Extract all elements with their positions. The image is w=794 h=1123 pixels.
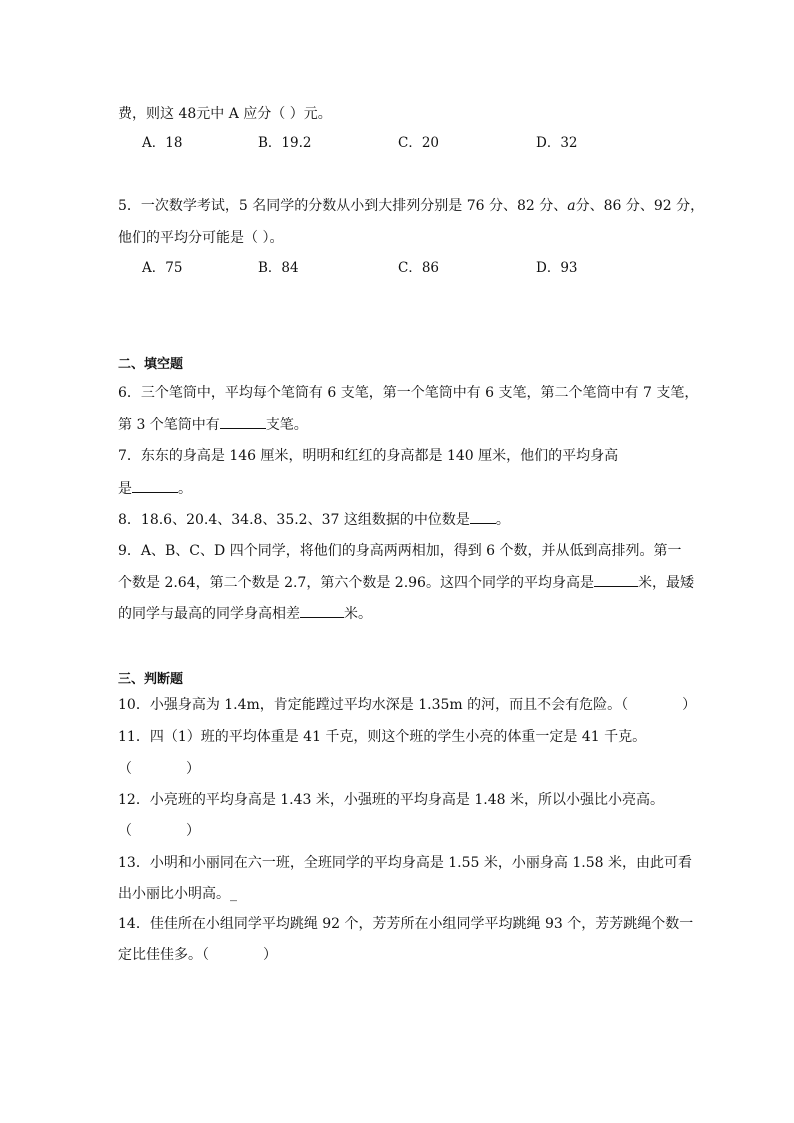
q11-paren-open: （ xyxy=(118,761,132,777)
q13-line2: 出小丽比小明高。_ xyxy=(118,886,237,902)
q11-paren-line xyxy=(118,759,200,779)
q7-answer-blank[interactable] xyxy=(132,478,178,493)
section-fill-in-title: 二、填空题 xyxy=(118,357,184,372)
q5-option-b[interactable]: B．84 xyxy=(258,260,299,276)
q10-paren-close: ） xyxy=(682,697,697,713)
q4-option-c[interactable]: C．20 xyxy=(398,135,440,151)
q7-line1: 7．东东的身高是 146 厘米，明明和红红的身高都是 140 厘米，他们的平均身高 xyxy=(118,448,619,464)
q9-line2-a: 个数是 2.64，第二个数是 2.7，第六个数是 2.96。这四个同学的平均身高是 xyxy=(118,575,594,591)
q12-paren-close: ） xyxy=(186,823,200,839)
q5-option-c[interactable]: C．86 xyxy=(398,260,440,276)
q7-line2-b: 。 xyxy=(178,481,192,497)
q9-line2 xyxy=(118,572,694,593)
q11-line: 11．四（1）班的平均体重是 41 千克，则这个班的学生小亮的体重一定是 41 千克。 xyxy=(118,729,647,745)
q14-line1: 14．佳佳所在小组同学平均跳绳 92 个，芳芳所在小组同学平均跳绳 93 个，芳芳跳绳个数一 xyxy=(118,916,694,932)
q9-answer-blank-1[interactable] xyxy=(594,572,638,587)
q12-paren-line xyxy=(118,821,200,841)
q12-line: 12．小亮班的平均身高是 1.43 米，小强班的平均身高是 1.48 米，所以小强比小亮高。 xyxy=(118,792,664,808)
q10-line xyxy=(118,695,696,715)
q5-option-a[interactable]: A．75 xyxy=(142,260,183,276)
q12-paren-open: （ xyxy=(118,823,132,839)
q8-line-b: 。 xyxy=(495,512,510,528)
q11-paren-close: ） xyxy=(186,761,200,777)
q9-line3 xyxy=(118,603,372,624)
q13-line1: 13．小明和小丽同在六一班，全班同学的平均身高是 1.55 米，小丽身高 1.58 米，由此可看 xyxy=(118,855,692,871)
q9-line3-a: 的同学与最高的同学身高相差 xyxy=(118,606,300,622)
q14-line2 xyxy=(118,945,277,965)
q8-line-a: 8．18.6、20.4、34.8、35.2、37 这组数据的中位数是 xyxy=(118,512,470,528)
q14-paren-close: ） xyxy=(263,947,277,963)
q9-line1: 9．A、B、C、D 四个同学，将他们的身高两两相加，得到 6 个数，并从低到高排列。第一 xyxy=(118,543,682,559)
q6-line2-b: 支笔。 xyxy=(265,417,308,433)
q6-line2 xyxy=(118,414,308,435)
q9-line3-b: 米。 xyxy=(344,606,372,622)
q8-answer-blank[interactable] xyxy=(470,509,496,524)
q10-text: 10．小强身高为 1.4m，肯定能蹚过平均水深是 1.35m 的河，而且不会有危险。（ xyxy=(118,697,629,713)
q8-line xyxy=(118,509,510,530)
q5-line2: 他们的平均分可能是（ ）。 xyxy=(118,230,284,246)
q6-line1: 6．三个笔筒中，平均每个笔筒有 6 支笔，第一个笔筒中有 6 支笔，第二个笔筒中有 7 支笔， xyxy=(118,385,699,401)
q7-line2 xyxy=(118,478,192,499)
q5-variable: a xyxy=(567,198,576,214)
section-judgement-title: 三、判断题 xyxy=(118,672,184,687)
q4-option-a[interactable]: A．18 xyxy=(142,135,183,151)
q5-line1-a: 5．一次数学考试，5 名同学的分数从小到大排列分别是 76 分、82 分、 xyxy=(118,198,568,214)
q5-line1 xyxy=(118,196,704,216)
q6-line2-a: 第 3 个笔筒中有 xyxy=(118,417,220,433)
q4-tail-text: 费，则这 48元中 A 应分（ ）元。 xyxy=(118,106,332,122)
q4-option-b[interactable]: B．19.2 xyxy=(258,135,312,151)
q9-answer-blank-2[interactable] xyxy=(300,603,344,618)
q5-option-d[interactable]: D．93 xyxy=(536,260,578,276)
q9-line2-b: 米，最矮 xyxy=(637,575,694,591)
q5-line1-b: 分、86 分、92 分， xyxy=(575,198,705,214)
q6-answer-blank[interactable] xyxy=(220,414,266,429)
q14-line2-text: 定比佳佳多。（ xyxy=(118,947,209,963)
q7-line2-a: 是 xyxy=(118,481,132,497)
q4-option-d[interactable]: D．32 xyxy=(536,135,578,151)
